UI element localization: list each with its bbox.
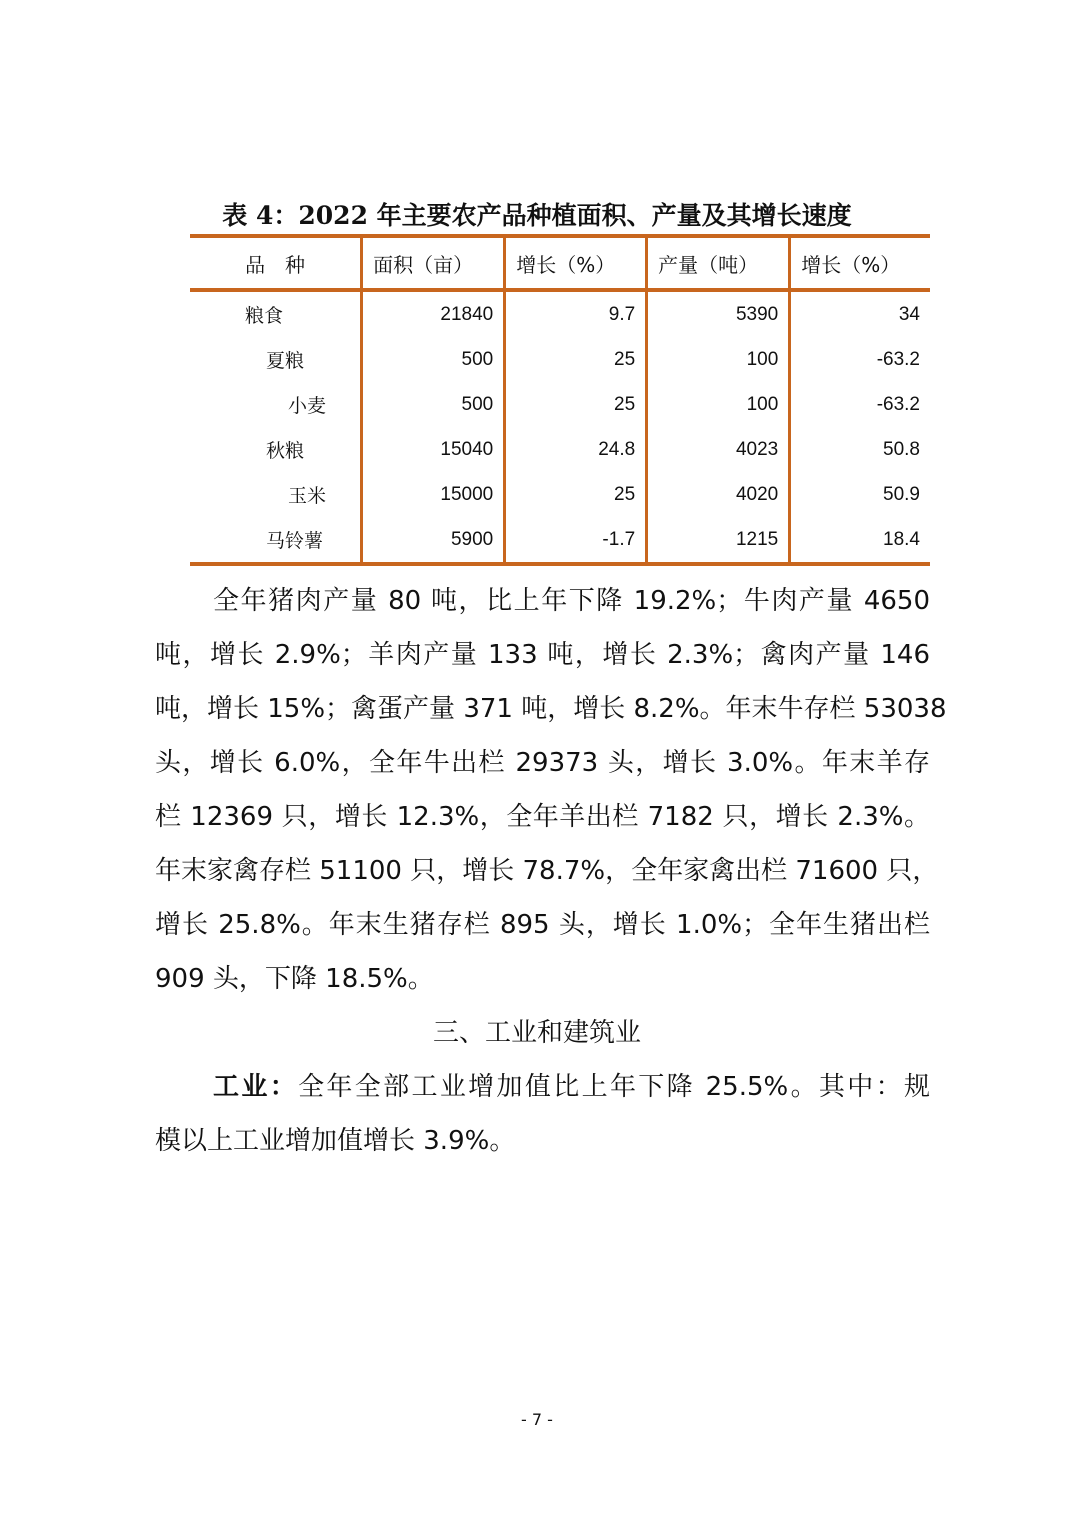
output-growth-cell: 34 — [790, 290, 930, 337]
area-cell: 15040 — [362, 427, 505, 472]
table-row — [190, 472, 930, 517]
variety-cell: 玉米 — [190, 472, 362, 517]
area-growth-cell: -1.7 — [505, 517, 647, 564]
area-cell: 15000 — [362, 472, 505, 517]
output-growth-cell: 50.9 — [790, 472, 930, 517]
paragraph-line: 全年全部工业增加值比上年下降 25.5%。其中：规 — [298, 1072, 930, 1102]
area-cell: 5900 — [362, 517, 505, 564]
output-cell: 5390 — [647, 290, 790, 337]
variety-cell: 粮食 — [190, 290, 362, 337]
industry-label: 工业： — [213, 1072, 299, 1102]
table-header-row — [190, 236, 930, 290]
output-growth-cell: 50.8 — [790, 427, 930, 472]
livestock-paragraph — [155, 574, 947, 1006]
table-title: 表 4：2022 年主要农产品种植面积、产量及其增长速度 — [222, 201, 852, 230]
variety-cell: 马铃薯 — [190, 517, 362, 564]
page-number: - 7 - — [521, 1410, 553, 1429]
area-growth-cell: 25 — [505, 337, 647, 382]
header-area: 面积（亩） — [362, 236, 505, 290]
area-growth-cell: 24.8 — [505, 427, 647, 472]
area-cell: 21840 — [362, 290, 505, 337]
paragraph-line: 909 头，下降 18.5%。 — [155, 964, 434, 994]
header-variety: 品 种 — [190, 236, 362, 290]
paragraph-line: 年末家禽存栏 51100 只，增长 78.7%，全年家禽出栏 71600 只， — [155, 856, 939, 886]
table-row — [190, 337, 930, 382]
paragraph-line: 头，增长 6.0%，全年牛出栏 29373 头，增长 3.0%。年末羊存 — [155, 748, 930, 778]
area-growth-cell: 25 — [505, 382, 647, 427]
variety-cell: 夏粮 — [190, 337, 362, 382]
paragraph-line: 增长 25.8%。年末生猪存栏 895 头，增长 1.0%；全年生猪出栏 — [155, 910, 930, 940]
output-cell: 4020 — [647, 472, 790, 517]
variety-cell: 小麦 — [190, 382, 362, 427]
section-heading: 三、工业和建筑业 — [432, 1018, 641, 1048]
paragraph-line: 栏 12369 只，增长 12.3%，全年羊出栏 7182 只，增长 2.3%。 — [155, 802, 930, 832]
table-row — [190, 290, 930, 337]
header-output: 产量（吨） — [647, 236, 790, 290]
paragraph-line: 全年猪肉产量 80 吨，比上年下降 19.2%；牛肉产量 4650 — [213, 586, 930, 616]
table-row — [190, 427, 930, 472]
area-growth-cell: 9.7 — [505, 290, 647, 337]
header-area-growth: 增长（%） — [505, 236, 647, 290]
output-growth-cell: -63.2 — [790, 337, 930, 382]
output-growth-cell: 18.4 — [790, 517, 930, 564]
table-row — [190, 517, 930, 564]
output-cell: 100 — [647, 382, 790, 427]
variety-cell: 秋粮 — [190, 427, 362, 472]
agri-table — [190, 234, 930, 566]
area-cell: 500 — [362, 337, 505, 382]
area-cell: 500 — [362, 382, 505, 427]
output-growth-cell: -63.2 — [790, 382, 930, 427]
area-growth-cell: 25 — [505, 472, 647, 517]
paragraph-line: 模以上工业增加值增长 3.9%。 — [155, 1126, 516, 1156]
header-output-growth: 增长（%） — [790, 236, 930, 290]
output-cell: 1215 — [647, 517, 790, 564]
table-row — [190, 382, 930, 427]
paragraph-line: 吨，增长 15%；禽蛋产量 371 吨，增长 8.2%。年末牛存栏 53038 — [155, 694, 947, 724]
paragraph-line: 吨，增长 2.9%；羊肉产量 133 吨，增长 2.3%；禽肉产量 146 — [155, 640, 930, 670]
industry-paragraph — [155, 1060, 930, 1168]
output-cell: 4023 — [647, 427, 790, 472]
output-cell: 100 — [647, 337, 790, 382]
